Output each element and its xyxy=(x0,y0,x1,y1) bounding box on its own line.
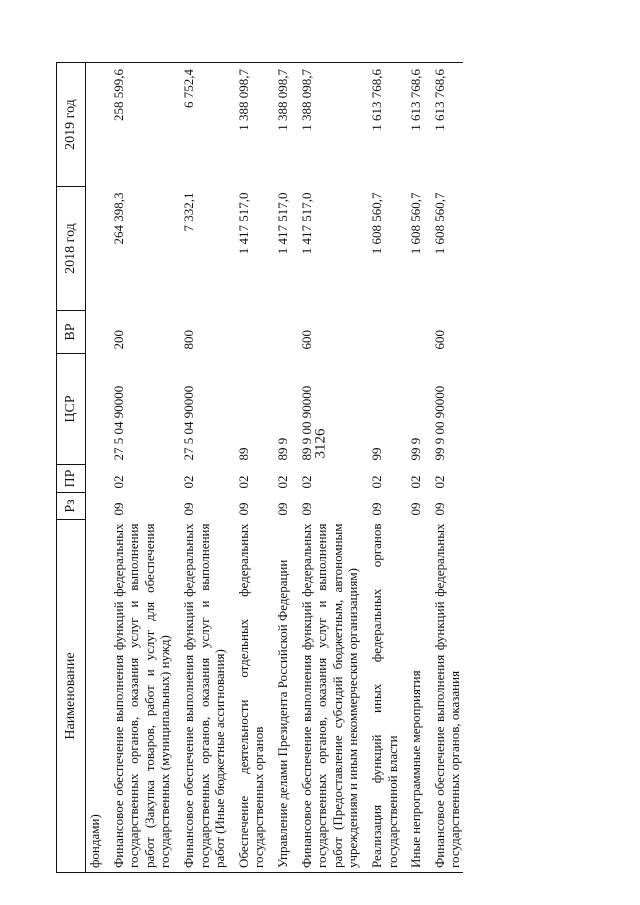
header-2019: 2019 год xyxy=(57,63,86,187)
row-rz: 09 xyxy=(368,502,384,516)
table-row xyxy=(298,63,368,873)
row-2018: 7 332,1 xyxy=(180,192,196,232)
row-name: Реализация функций иных федеральных органов государственной власти xyxy=(368,520,407,873)
row-csr: 89 xyxy=(235,447,251,461)
row-pr: 02 xyxy=(180,475,196,489)
page-number: 3126 xyxy=(312,428,329,459)
row-2018: 1 608 560,7 xyxy=(408,192,424,255)
row-csr: 99 9 00 90000 xyxy=(431,385,447,461)
budget-table xyxy=(56,62,463,873)
row-rz: 09 xyxy=(298,502,314,516)
row-name: Обеспечение деятельности отдельных федеральных государственных органов xyxy=(235,520,274,873)
row-name: фондами) xyxy=(86,520,110,873)
table-row xyxy=(180,63,235,873)
row-pr: 02 xyxy=(408,475,424,489)
row-vr xyxy=(368,311,407,354)
row-vr: 600 xyxy=(298,330,314,350)
row-csr xyxy=(86,354,110,465)
row-2018: 264 398,3 xyxy=(110,192,126,245)
row-name: Управление делами Президента Российской Федерации xyxy=(274,520,298,873)
table-row xyxy=(368,63,407,873)
row-rz: 09 xyxy=(235,502,251,516)
row-pr: 02 xyxy=(298,475,314,489)
header-csr: ЦСР xyxy=(57,354,86,465)
row-rz: 09 xyxy=(408,502,424,516)
table-row xyxy=(431,63,463,873)
row-2019: 1 388 098,7 xyxy=(298,63,368,187)
row-2018 xyxy=(86,187,110,311)
header-rz: Рз xyxy=(57,493,86,520)
header-vr: ВР xyxy=(57,311,86,354)
header-name: Наименование xyxy=(57,520,86,873)
row-2019: 1 613 768,6 xyxy=(431,63,463,187)
row-2018: 1 417 517,0 xyxy=(274,192,290,255)
row-rz: 09 xyxy=(110,502,126,516)
row-pr: 02 xyxy=(110,475,126,489)
row-vr: 800 xyxy=(180,330,196,350)
row-pr: 02 xyxy=(235,475,251,489)
row-2019 xyxy=(86,63,110,187)
table-row xyxy=(110,63,180,873)
row-2018: 1 417 517,0 xyxy=(298,192,314,255)
row-pr xyxy=(86,465,110,493)
row-name: Финансовое обеспечение выполнения функций федеральных государственных органов, оказания услуг и выполнения работ (Иные бюджетные ассигнования) xyxy=(180,520,235,873)
row-vr xyxy=(274,311,298,354)
row-csr: 89 9 00 90000 xyxy=(298,385,314,461)
row-2019: 1 388 098,7 xyxy=(235,63,274,187)
row-name: Финансовое обеспечение выполнения функций федеральных государственных органов, оказания услуг и выполнения работ (Закупка товаров, работ и услуг для обеспечения государственных (муниципальных) нужд) xyxy=(110,520,180,873)
row-rz xyxy=(86,493,110,520)
row-csr: 99 xyxy=(368,447,384,461)
row-2019: 1 388 098,7 xyxy=(274,63,298,187)
row-2018: 1 608 560,7 xyxy=(431,192,447,255)
row-pr: 02 xyxy=(368,475,384,489)
table-row xyxy=(86,63,110,873)
row-vr xyxy=(407,311,431,354)
table-header-row xyxy=(57,63,86,873)
table-row xyxy=(407,63,431,873)
row-vr xyxy=(86,311,110,354)
row-csr: 99 9 xyxy=(408,437,424,461)
row-name: Финансовое обеспечение выполнения функций федеральных государственных органов, оказания услуг и выполнения работ (Предоставление субсидий бюджетным, автономным учреждениям и иным некоммерческим организациям) xyxy=(298,520,368,873)
row-csr: 27 5 04 90000 xyxy=(110,385,126,461)
row-rz: 09 xyxy=(180,502,196,516)
row-pr: 02 xyxy=(274,475,290,489)
row-2019: 1 613 768,6 xyxy=(368,63,407,187)
row-pr: 02 xyxy=(431,475,447,489)
row-name: Финансовое обеспечение выполнения функций федеральных государственных органов, оказания xyxy=(431,520,463,873)
row-name: Иные непрограммные мероприятия xyxy=(407,520,431,873)
row-2019: 258 599,6 xyxy=(110,63,180,187)
row-csr: 27 5 04 90000 xyxy=(180,385,196,461)
row-vr xyxy=(235,311,274,354)
row-2019: 6 752,4 xyxy=(180,63,235,187)
row-rz: 09 xyxy=(431,502,447,516)
row-2018: 1 417 517,0 xyxy=(235,192,251,255)
table-row xyxy=(235,63,274,873)
row-vr: 200 xyxy=(110,330,126,350)
header-pr: ПР xyxy=(57,465,86,493)
row-2018: 1 608 560,7 xyxy=(368,192,384,255)
row-csr: 89 9 xyxy=(274,437,290,461)
table-row xyxy=(274,63,298,873)
row-vr: 600 xyxy=(431,330,447,350)
budget-table-rotated xyxy=(56,63,584,873)
row-2019: 1 613 768,6 xyxy=(407,63,431,187)
header-2018: 2018 год xyxy=(57,187,86,311)
row-rz: 09 xyxy=(274,502,290,516)
